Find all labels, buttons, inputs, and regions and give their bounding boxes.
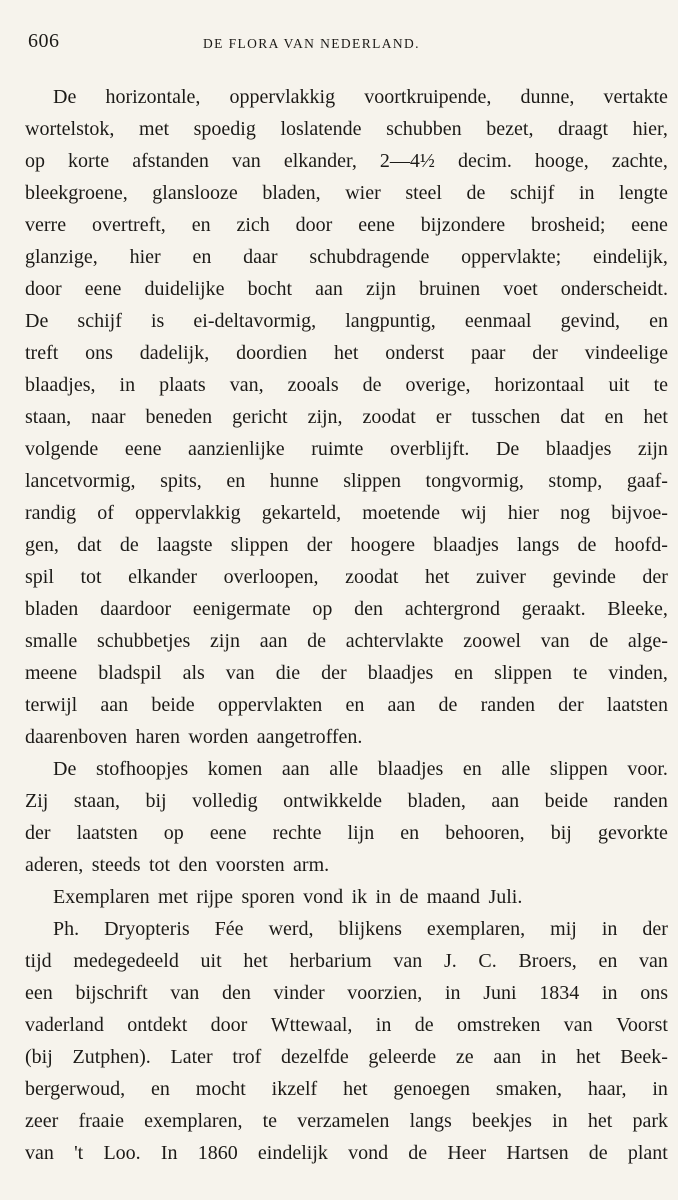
text-line: van 't Loo. In 1860 eindelijk vond de Heer Hartsen de plant — [25, 1142, 668, 1164]
text-line: randig of oppervlakkig gekarteld, moetende wij hier nog bijvoe- — [25, 502, 668, 524]
text-line: door eene duidelijke bocht aan zijn bruinen voet onderscheidt. — [25, 278, 668, 300]
running-head: DE FLORA VAN NEDERLAND. — [203, 36, 420, 51]
text-line: vaderland ontdekt door Wttewaal, in de omstreken van Voorst — [25, 1014, 668, 1036]
text-line: Exemplaren met rijpe sporen vond ik in de maand Juli. — [53, 886, 523, 908]
text-line: glanzige, hier en daar schubdragende oppervlakte; eindelijk, — [25, 246, 668, 268]
page-header — [28, 30, 650, 60]
text-line: lancetvormig, spits, en hunne slippen tongvormig, stomp, gaaf- — [25, 470, 668, 492]
text-line: wortelstok, met spoedig loslatende schubben bezet, draagt hier, — [25, 118, 668, 140]
text-line: verre overtreft, en zich door eene bijzondere brosheid; eene — [25, 214, 668, 236]
text-line: gen, dat de laagste slippen der hoogere blaadjes langs de hoofd- — [25, 534, 668, 556]
text-line: tijd medegedeeld uit het herbarium van J. C. Broers, en van — [25, 950, 668, 972]
text-line: De stofhoopjes komen aan alle blaadjes en alle slippen voor. — [53, 758, 668, 780]
text-line: Zij staan, bij volledig ontwikkelde bladen, aan beide randen — [25, 790, 668, 812]
text-line: Ph. Dryopteris Fée werd, blijkens exemplaren, mij in der — [53, 918, 668, 940]
text-line: der laatsten op eene rechte lijn en behooren, bij gevorkte — [25, 822, 668, 844]
text-line: terwijl aan beide oppervlakten en aan de randen der laatsten — [25, 694, 668, 716]
text-line: smalle schubbetjes zijn aan de achtervlakte zoowel van de alge- — [25, 630, 668, 652]
text-line: meene bladspil als van die der blaadjes en slippen te vinden, — [25, 662, 668, 684]
text-line: De schijf is ei-deltavormig, langpuntig, eenmaal gevind, en — [25, 310, 668, 332]
text-line: op korte afstanden van elkander, 2—4½ decim. hooge, zachte, — [25, 150, 668, 172]
text-line: volgende eene aanzienlijke ruimte overblijft. De blaadjes zijn — [25, 438, 668, 460]
page-number: 606 — [28, 30, 60, 52]
text-line: blaadjes, in plaats van, zooals de overige, horizontaal uit te — [25, 374, 668, 396]
text-line: zeer fraaie exemplaren, te verzamelen langs beekjes in het park — [25, 1110, 668, 1132]
text-line: bergerwoud, en mocht ikzelf het genoegen smaken, haar, in — [25, 1078, 668, 1100]
text-line: treft ons dadelijk, doordien het onderst paar der vindeelige — [25, 342, 668, 364]
text-line: (bij Zutphen). Later trof dezelfde geleerde ze aan in het Beek- — [25, 1046, 668, 1068]
body-text — [25, 81, 668, 1169]
text-line: bleekgroene, glanslooze bladen, wier steel de schijf in lengte — [25, 182, 668, 204]
text-line: spil tot elkander overloopen, zoodat het zuiver gevinde der — [25, 566, 668, 588]
text-line: bladen daardoor eenigermate op den achtergrond geraakt. Bleeke, — [25, 598, 668, 620]
text-line: een bijschrift van den vinder voorzien, in Juni 1834 in ons — [25, 982, 668, 1004]
text-line: staan, naar beneden gericht zijn, zoodat er tusschen dat en het — [25, 406, 668, 428]
text-line: aderen, steeds tot den voorsten arm. — [25, 854, 330, 876]
text-line: daarenboven haren worden aangetroffen. — [25, 726, 363, 748]
text-line: De horizontale, oppervlakkig voortkruipende, dunne, vertakte — [53, 86, 668, 108]
